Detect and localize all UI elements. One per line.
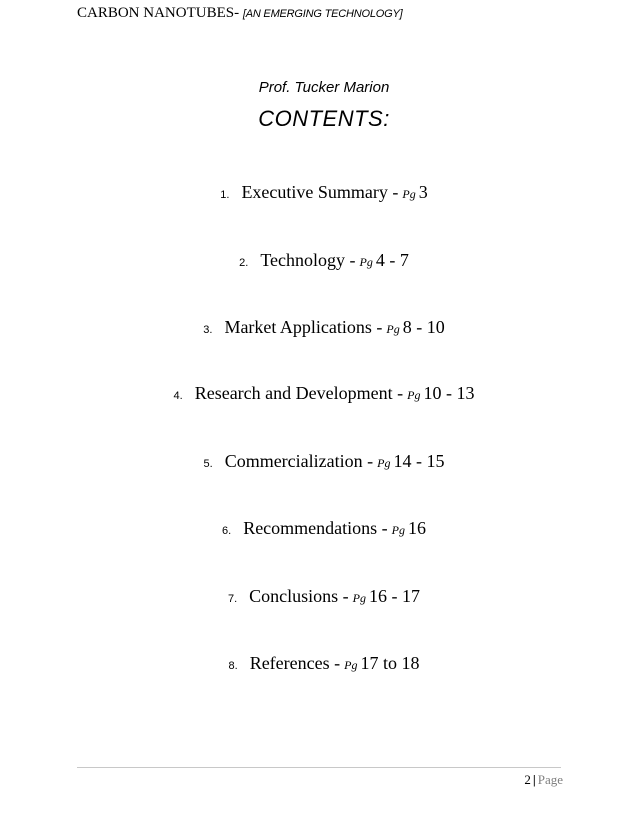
- toc-item-label: Technology -: [260, 250, 356, 270]
- toc-item-number: 1.: [220, 189, 230, 201]
- footer-divider: [77, 767, 561, 768]
- toc-item: [0, 248, 638, 275]
- toc-item-pg: Pg: [402, 187, 416, 201]
- toc-item-number: 7.: [227, 593, 238, 605]
- toc-item-number: 8.: [228, 660, 238, 672]
- toc-item-number: 3.: [203, 324, 213, 336]
- toc-item-pages: 14 - 15: [393, 451, 445, 471]
- page-number: 2: [524, 772, 531, 787]
- toc-item: [0, 449, 638, 476]
- toc-item-pages: 8 - 10: [402, 317, 445, 337]
- toc-item-label: Recommendations -: [243, 518, 388, 538]
- toc-item-number: 4.: [173, 390, 183, 402]
- toc-item-pg: Pg: [344, 658, 358, 672]
- toc-item-pg: Pg: [386, 322, 400, 336]
- toc-item: [0, 516, 638, 543]
- toc-item-label: References -: [249, 653, 341, 673]
- toc-item: [0, 651, 638, 678]
- toc-item-pg: Pg: [359, 255, 373, 269]
- toc-item-label: Research and Development -: [194, 383, 404, 403]
- toc-item-label: Executive Summary -: [241, 182, 399, 202]
- toc-item-pages: 17 to 18: [360, 653, 420, 673]
- toc-item-pg: Pg: [391, 523, 405, 537]
- toc-item: [0, 180, 638, 207]
- page-word: Page: [537, 772, 563, 787]
- toc-item-pages: 4 - 7: [375, 250, 409, 270]
- header-subtitle: [AN EMERGING TECHNOLOGY]: [242, 8, 403, 20]
- toc-item-pages: 3: [418, 182, 428, 202]
- toc-item: [0, 381, 638, 408]
- toc-item-pages: 16: [408, 518, 426, 538]
- toc-item-pg: Pg: [407, 388, 421, 402]
- toc-item-pages: 10 - 13: [423, 383, 475, 403]
- toc-item: [0, 315, 638, 342]
- footer-separator: |: [532, 772, 536, 787]
- toc-item-pages: 16 - 17: [369, 586, 421, 606]
- toc-item-label: Commercialization -: [224, 451, 374, 471]
- toc-item-label: Market Applications -: [224, 317, 383, 337]
- toc-item: [0, 584, 638, 611]
- toc-item-number: 6.: [222, 525, 232, 537]
- toc-item-label: Conclusions -: [249, 586, 349, 606]
- toc-item-pg: Pg: [352, 591, 367, 605]
- page-footer: [524, 771, 563, 789]
- header-title: CARBON NANOTUBES-: [77, 5, 240, 21]
- author-name: Prof. Tucker Marion: [258, 79, 390, 96]
- contents-heading: CONTENTS:: [258, 106, 390, 131]
- toc-item-number: 2.: [239, 257, 249, 269]
- toc-item-number: 5.: [203, 458, 213, 470]
- toc-item-pg: Pg: [377, 456, 391, 470]
